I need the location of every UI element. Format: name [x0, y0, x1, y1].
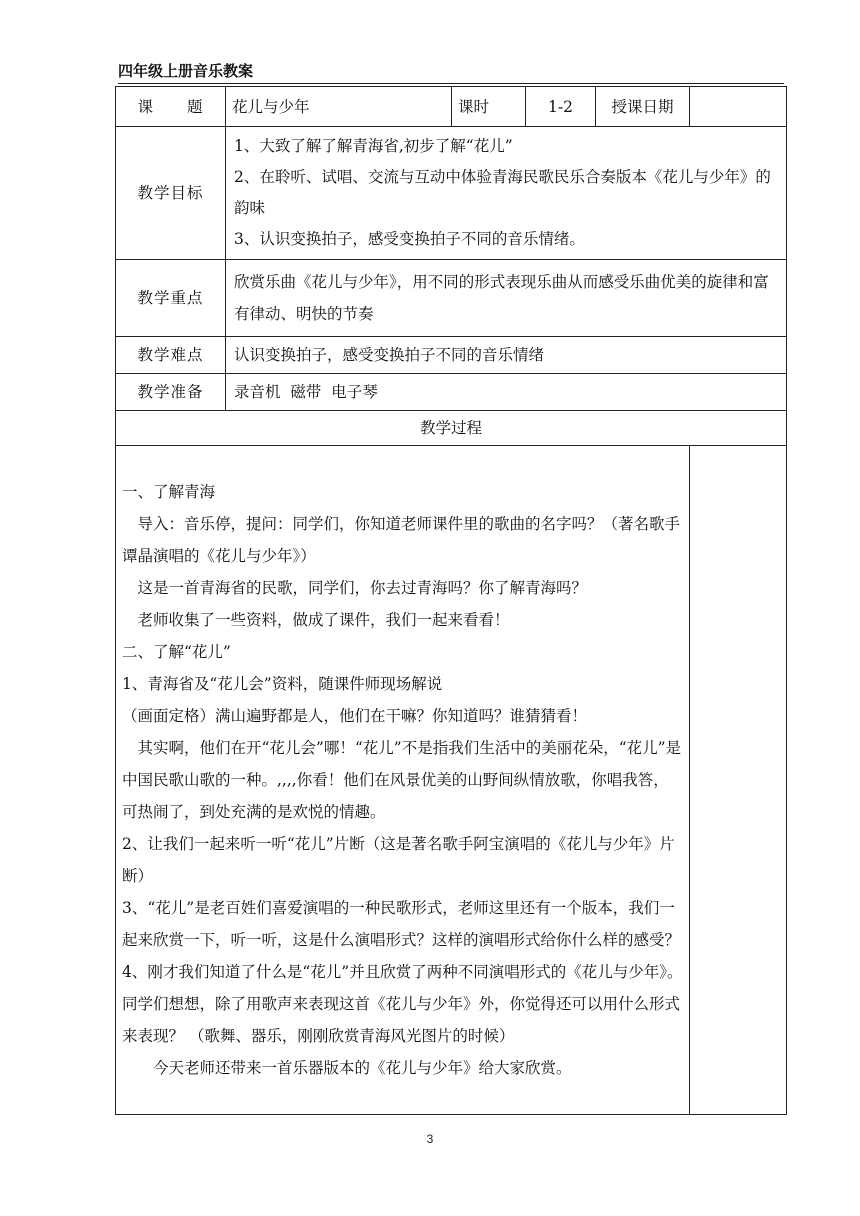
lesson-plan-table	[115, 86, 787, 1115]
date-value	[690, 87, 787, 127]
process-paragraph: 老师收集了一些资料，做成了课件，我们一起来看看！	[137, 611, 510, 629]
process-notes-column	[690, 446, 787, 1115]
difficulty-row	[116, 337, 787, 374]
process-paragraph: 其实啊，他们在开“花儿会”哪！“花儿”不是指我们生活中的美丽花朵，“花儿”是中国民歌山歌的一种。,,,,你看！他们在风景优美的山野间纵情放歌，你唱我答，可热闹了，到处充满的是欢悦的情趣。	[122, 739, 682, 821]
process-paragraph: 3、“花儿”是老百姓们喜爱演唱的一种民歌形式，老师这里还有一个版本，我们一起来欣赏一下，听一听，这是什么演唱形式？这样的演唱形式给你什么样的感受？	[122, 899, 681, 949]
goal-line: 1、大致了解了解青海省,初步了解“花儿”	[234, 137, 513, 155]
goal-line: 3、认识变换拍子，感受变换拍子不同的音乐情绪。	[234, 230, 585, 248]
process-paragraph: 今天老师还带来一首乐器版本的《花儿与少年》给大家欣赏。	[153, 1059, 572, 1077]
difficulty-label: 教学难点	[116, 337, 226, 374]
topic-value: 花儿与少年	[226, 87, 452, 127]
process-paragraph: 4、刚才我们知道了什么是“花儿”并且欣赏了两种不同演唱形式的《花儿与少年》。同学们想想，除了用歌声来表现这首《花儿与少年》外，你觉得还可以用什么形式来表现？ （歌舞、器乐，刚刚欣赏青海风光图片的时候）	[122, 963, 683, 1045]
goals-content	[226, 127, 787, 260]
document-header-title: 四年级上册音乐教案	[118, 61, 784, 84]
preparation-label: 教学准备	[116, 374, 226, 411]
focus-text: 欣赏乐曲《花儿与少年》，用不同的形式表现乐曲从而感受乐曲优美的旋律和富有律动、明快的节奏	[234, 273, 769, 323]
preparation-text: 录音机 磁带 电子琴	[226, 374, 787, 411]
goals-row	[116, 127, 787, 260]
focus-label: 教学重点	[116, 260, 226, 337]
difficulty-text: 认识变换拍子，感受变换拍子不同的音乐情绪	[226, 337, 787, 374]
process-paragraph: 1、青海省及“花儿会”资料，随课件师现场解说	[122, 675, 443, 693]
process-paragraph: 这是一首青海省的民歌，同学们，你去过青海吗？你了解青海吗？	[137, 579, 588, 597]
process-paragraph: 二、了解“花儿”	[122, 643, 231, 661]
focus-row	[116, 260, 787, 337]
topic-row	[116, 87, 787, 127]
goal-line: 2、在聆听、试唱、交流与互动中体验青海民歌民乐合奏版本《花儿与少年》的韵味	[234, 168, 771, 217]
hours-value: 1-2	[526, 87, 596, 127]
process-paragraph: 导入：音乐停，提问：同学们，你知道老师课件里的歌曲的名字吗？（著名歌手谭晶演唱的《花儿与少年》）	[122, 515, 681, 565]
process-body-row	[116, 446, 787, 1115]
hours-label: 课时	[452, 87, 526, 127]
page-number: 3	[426, 1132, 434, 1146]
preparation-row	[116, 374, 787, 411]
process-title: 教学过程	[116, 411, 787, 446]
goals-label: 教学目标	[116, 127, 226, 260]
focus-content	[226, 260, 787, 337]
process-title-row	[116, 411, 787, 446]
process-paragraph: 一、了解青海	[122, 483, 216, 501]
process-paragraph: （画面定格）满山遍野都是人，他们在干嘛？你知道吗？谁猜猜看！	[122, 707, 588, 725]
date-label: 授课日期	[596, 87, 690, 127]
process-paragraph: 2、让我们一起来听一听“花儿”片断（这是著名歌手阿宝演唱的《花儿与少年》片断）	[122, 835, 675, 885]
topic-label: 课 题	[116, 87, 226, 127]
process-content	[116, 446, 690, 1115]
